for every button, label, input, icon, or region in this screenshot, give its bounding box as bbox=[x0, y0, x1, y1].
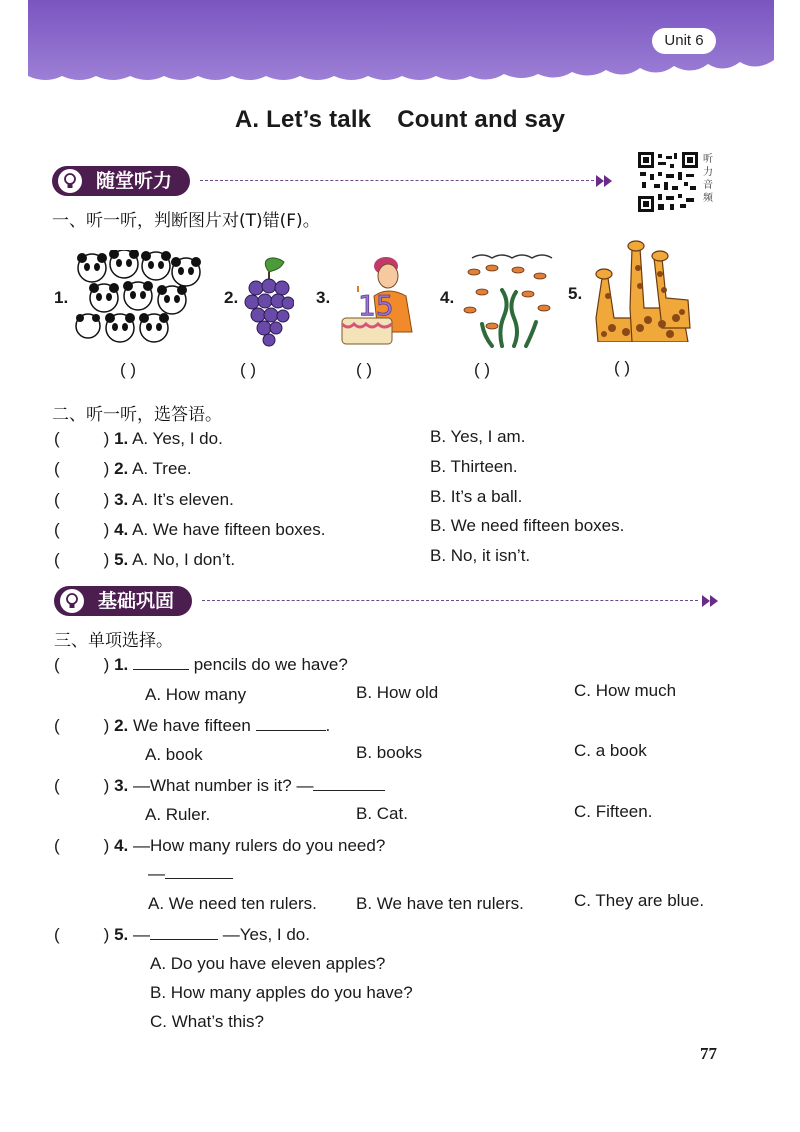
birthday-boy-picture bbox=[338, 252, 418, 348]
q3-option-b: B. How old bbox=[356, 683, 439, 702]
q3-question bbox=[54, 776, 385, 796]
answer-blank[interactable] bbox=[150, 925, 218, 940]
q1-answer-paren[interactable]: ( ) bbox=[474, 360, 491, 379]
cake-number: 15 bbox=[358, 289, 394, 322]
section2-arrow-icon-2 bbox=[710, 595, 718, 607]
q1-item-number: 3. bbox=[316, 288, 331, 307]
answer-paren-right: ) bbox=[103, 550, 110, 569]
answer-paren-right: ) bbox=[103, 459, 110, 478]
section2-divider bbox=[202, 600, 698, 601]
q2-row bbox=[54, 550, 235, 570]
title-part1: A. Let’s talk bbox=[234, 106, 372, 133]
lightbulb-icon bbox=[58, 169, 82, 193]
q3-stem-after: . bbox=[325, 716, 331, 735]
grapes-picture bbox=[244, 256, 294, 348]
q2-option-b: B. No, it isn’t. bbox=[430, 546, 531, 565]
q3-stem-before: —What number is it? — bbox=[133, 776, 314, 795]
answer-blank[interactable] bbox=[313, 776, 385, 791]
q2-heading: 二、听一听，选答语。 bbox=[52, 405, 222, 425]
qr-code-icon[interactable] bbox=[638, 152, 698, 212]
q2-row bbox=[54, 459, 192, 479]
q1-item-number: 5. bbox=[568, 284, 583, 303]
title-part2: Count and say bbox=[397, 106, 566, 133]
page-title bbox=[0, 106, 800, 134]
q3-option-a: A. How many bbox=[145, 685, 247, 704]
q3-stem-before: We have fifteen bbox=[133, 716, 256, 735]
answer-paren-left[interactable]: ( bbox=[54, 429, 60, 448]
answer-paren-right: ) bbox=[103, 520, 110, 539]
section1-arrow-icon bbox=[596, 175, 604, 187]
q1-answer-paren[interactable]: ( ) bbox=[240, 360, 257, 379]
unit-tag: Unit 6 bbox=[652, 28, 716, 54]
q2-option-b: B. Thirteen. bbox=[430, 457, 518, 476]
section-listening-pill bbox=[52, 166, 190, 196]
lightbulb-icon bbox=[60, 589, 84, 613]
q2-option-a: A. Yes, I do. bbox=[132, 429, 223, 448]
section-listening-label: 随堂听力 bbox=[96, 170, 173, 192]
answer-dash: — bbox=[148, 864, 165, 883]
q2-number: 2. bbox=[114, 459, 129, 478]
q2-option-a: A. We have fifteen boxes. bbox=[132, 520, 326, 539]
answer-paren-right: ) bbox=[103, 925, 110, 944]
section1-divider bbox=[200, 180, 594, 181]
fish-and-seaweed-picture bbox=[462, 250, 554, 348]
qr-caption: 听力音频 bbox=[703, 154, 713, 204]
answer-paren-right: ) bbox=[103, 716, 110, 735]
q3-question bbox=[54, 655, 348, 675]
q3-answer-line bbox=[148, 864, 233, 884]
q1-item-number: 4. bbox=[440, 288, 455, 307]
answer-paren-right: ) bbox=[103, 655, 110, 674]
q3-option-a: A. Ruler. bbox=[145, 805, 211, 824]
q3-number: 4. bbox=[114, 836, 129, 855]
q2-option-b: B. We need fifteen boxes. bbox=[430, 516, 625, 535]
answer-paren-left[interactable]: ( bbox=[54, 520, 60, 539]
q2-option-a: A. No, I don’t. bbox=[132, 550, 236, 569]
answer-paren-left[interactable]: ( bbox=[54, 716, 60, 735]
answer-paren-left[interactable]: ( bbox=[54, 459, 60, 478]
q2-row bbox=[54, 520, 325, 540]
q3-stem-before: — bbox=[133, 925, 150, 944]
q3-number: 2. bbox=[114, 716, 129, 735]
q3-option-a: A. book bbox=[145, 745, 203, 764]
answer-paren-left[interactable]: ( bbox=[54, 836, 60, 855]
answer-paren-right: ) bbox=[103, 429, 110, 448]
q3-option-c: C. How much bbox=[574, 681, 677, 700]
q1-answer-paren[interactable]: ( ) bbox=[120, 360, 137, 379]
q3-option-a: A. We need ten rulers. bbox=[148, 894, 317, 913]
answer-paren-left[interactable]: ( bbox=[54, 925, 60, 944]
q3-option-b: B. We have ten rulers. bbox=[356, 894, 524, 913]
q3-stem-before: —How many rulers do you need? bbox=[133, 836, 386, 855]
answer-paren-left[interactable]: ( bbox=[54, 776, 60, 795]
q3-option-c: C. Fifteen. bbox=[574, 802, 653, 821]
q3-number: 5. bbox=[114, 925, 129, 944]
answer-blank[interactable] bbox=[256, 716, 326, 731]
q3-option-b: B. How many apples do you have? bbox=[150, 983, 413, 1002]
q1-item-number: 1. bbox=[54, 288, 69, 307]
q3-option-a: A. Do you have eleven apples? bbox=[150, 954, 386, 973]
q1-answer-paren[interactable]: ( ) bbox=[614, 358, 631, 377]
q3-option-c: C. a book bbox=[574, 741, 647, 760]
q2-row bbox=[54, 490, 234, 510]
q3-question bbox=[54, 925, 310, 945]
q3-option-c: C. They are blue. bbox=[574, 891, 705, 910]
answer-paren-right: ) bbox=[103, 836, 110, 855]
answer-paren-right: ) bbox=[103, 490, 110, 509]
q3-option-c: C. What’s this? bbox=[150, 1012, 265, 1031]
q2-number: 5. bbox=[114, 550, 129, 569]
q2-number: 1. bbox=[114, 429, 129, 448]
q3-stem-after: —Yes, I do. bbox=[218, 925, 310, 944]
giraffes-picture bbox=[592, 238, 692, 342]
q3-question bbox=[54, 836, 385, 856]
answer-blank[interactable] bbox=[165, 864, 233, 879]
q3-number: 1. bbox=[114, 655, 129, 674]
answer-paren-left[interactable]: ( bbox=[54, 490, 60, 509]
section1-arrow-icon-2 bbox=[604, 175, 612, 187]
q3-number: 3. bbox=[114, 776, 129, 795]
q1-heading: 一、听一听，判断图片对(T)错(F)。 bbox=[52, 211, 320, 231]
q2-number: 3. bbox=[114, 490, 129, 509]
q3-heading: 三、单项选择。 bbox=[54, 631, 173, 651]
q2-number: 4. bbox=[114, 520, 129, 539]
q2-option-a: A. It’s eleven. bbox=[132, 490, 234, 509]
q2-option-b: B. It’s a ball. bbox=[430, 487, 523, 506]
section2-arrow-icon bbox=[702, 595, 710, 607]
q3-question bbox=[54, 716, 330, 736]
answer-paren-right: ) bbox=[103, 776, 110, 795]
q1-answer-paren[interactable]: ( ) bbox=[356, 360, 373, 379]
pandas-picture bbox=[74, 250, 204, 346]
q2-row bbox=[54, 429, 223, 449]
answer-paren-left[interactable]: ( bbox=[54, 550, 60, 569]
answer-paren-left[interactable]: ( bbox=[54, 655, 60, 674]
page-number: 77 bbox=[700, 1044, 717, 1063]
answer-blank[interactable] bbox=[133, 655, 189, 670]
q1-item-number: 2. bbox=[224, 288, 239, 307]
section-basics-label: 基础巩固 bbox=[98, 590, 175, 612]
q3-stem: pencils do we have? bbox=[189, 655, 348, 674]
q2-option-a: A. Tree. bbox=[132, 459, 192, 478]
section-basics-pill bbox=[54, 586, 192, 616]
q3-option-b: B. Cat. bbox=[356, 804, 408, 823]
q3-option-b: B. books bbox=[356, 743, 423, 762]
q2-option-b: B. Yes, I am. bbox=[430, 427, 526, 446]
